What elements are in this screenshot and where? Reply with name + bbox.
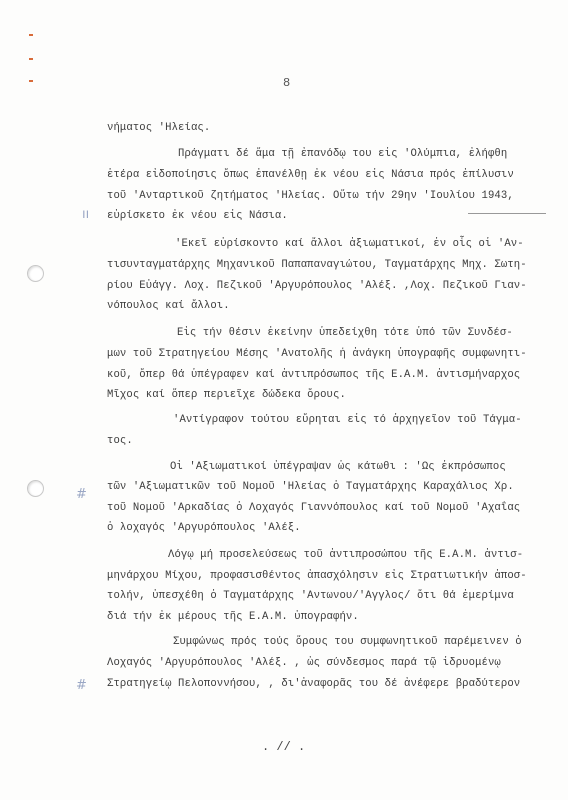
text-line: Μῖχος καί ὅπερ περιεῖχε δώδεκα ὅρους. [107,389,346,401]
text-line: εὑρίσκετο ἐκ νέου εἰς Νάσια. [107,210,288,222]
text-line: τοῦ 'Ανταρτικοῦ ζητήματος 'Ηλείας. Οὕτω τήν 29ην 'Ιουλίου 1943, [107,190,514,202]
text-line: τοῦ Νομοῦ 'Αρκαδίας ὁ Λοχαγός Γιαννόπουλος καί τοῦ Νομοῦ 'Αχαΐας [107,502,521,514]
text-line: νόπουλος καί ἄλλοι. [107,300,230,312]
text-line: ἑτέρα εἰδοποίησις ὅπως ἐπανέλθῃ ἐκ νέου εἰς Νάσια πρός ἐπίλυσιν [107,169,514,181]
text-line: τισυνταγματάρχης Μηχανικοῦ Παπαπαναγιώτου, Ταγματάρχης Μηχ. Σωτη- [107,259,527,271]
text-line: Πράγματι δέ ἅμα τῇ ἐπανόδῳ του εἰς 'Ολύμπια, ἐλήφθη [178,148,508,160]
text-line: Λόγῳ μή προσελεύσεως τοῦ ἀντιπροσώπου τῆς Ε.Α.Μ. ἀντισ- [168,549,524,561]
text-line: Συμφώνως πρός τούς ὅρους του συμφωνητικοῦ παρέμεινεν ὁ [173,636,522,648]
text-line: Στρατηγείῳ Πελοποννήσου, , δι'ἀναφορᾶς του δέ ἀνέφερε βραδύτερον [107,678,521,690]
edge-mark [29,80,33,82]
text-line: τος. [107,435,133,447]
margin-mark: # [76,487,87,502]
text-line: Οἱ 'Αξιωματικοί ὑπέγραψαν ὡς κάτωθι : 'Ως ἐκπρόσωπος [170,461,506,473]
text-line: 'Εκεῖ εὑρίσκοντο καί ἄλλοι ἀξιωματικοί, ἐν οἷς οἱ 'Αν- [175,238,524,250]
text-line: μων τοῦ Στρατηγείου Μέσης 'Ανατολῆς ἡ ἀνάγκη ὑπογραφῆς συμφωνητι- [107,348,527,360]
text-line: τολήν, ὑπεσχέθη ὁ Ταγματάρχης 'Αντωνου/'Αγγλος/ ὅτι θά ἐμερίμνα [107,590,514,602]
text-line: διά τήν ἐκ μέρους τῆς Ε.Α.Μ. ὑπογραφήν. [107,611,359,623]
edge-mark [29,34,33,36]
text-line: ρίου Εὐάγγ. Λοχ. Πεζικοῦ 'Αργυρόπουλος 'Αλέξ. ,Λοχ. Πεζικοῦ Γιαν- [107,280,527,292]
pen-underline [468,213,546,214]
punch-hole [27,480,44,497]
text-line: Λοχαγός 'Αργυρόπουλος 'Αλέξ. , ὡς σύνδεσμος παρά τῷ ἱδρυομένῳ [107,657,501,669]
text-line: ὁ λοχαγός 'Αργυρόπουλος 'Αλέξ. [107,522,301,534]
text-line: νήματος 'Ηλείας. [107,122,211,134]
margin-mark: # [76,678,87,693]
page-number: 8 [283,76,291,90]
text-line: 'Αντίγραφον τούτου εὕρηται εἰς τό ἀρχηγεῖον τοῦ Τάγμα- [173,414,522,426]
text-line: τῶν 'Αξιωματικῶν τοῦ Νομοῦ 'Ηλείας ὁ Ταγματάρχης Καραχάλιος Χρ. [107,481,514,493]
page-footer: . // . [262,740,306,754]
edge-mark [29,58,33,60]
text-line: Εἰς τήν θέσιν ἐκείνην ὑπεδείχθη τότε ὑπό τῶν Συνδέσ- [177,327,513,339]
text-line: μηνάρχου Μίχου, προφασισθέντος ἀπασχόλησιν εἰς Στρατιωτικήν ἀποσ- [107,570,527,582]
punch-hole [27,265,44,282]
text-line: κοῦ, ὅπερ θά ὑπέγραφεν καί ἀντιπρόσωπος τῆς Ε.Α.Μ. ἀντισμήναρχος [107,369,521,381]
margin-mark: ıı [82,207,90,222]
